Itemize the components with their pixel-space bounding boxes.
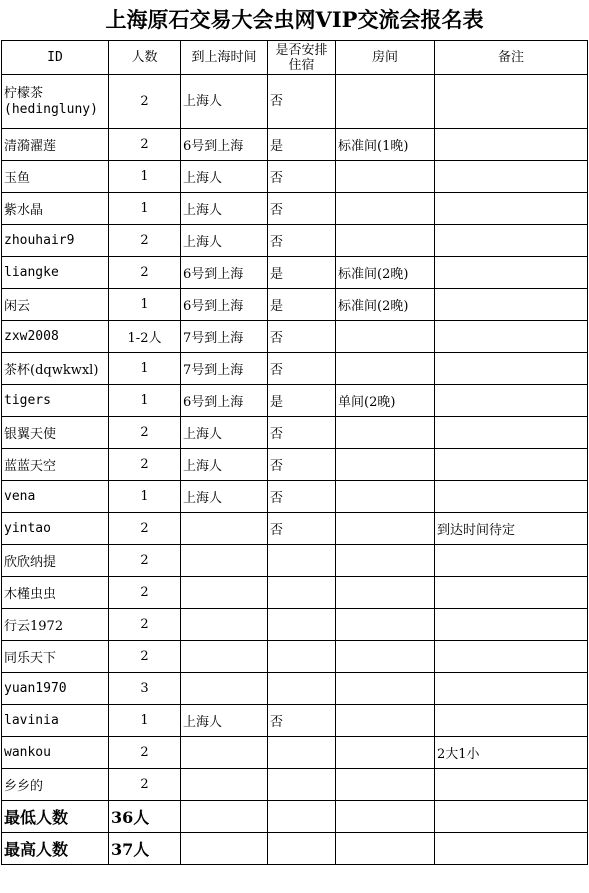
cell-count: 1 — [109, 481, 181, 513]
cell-notes — [435, 257, 588, 289]
cell-id: 乡乡的 — [2, 769, 109, 801]
cell-room — [336, 545, 435, 577]
cell-count: 1-2人 — [109, 321, 181, 353]
cell-count: 1 — [109, 353, 181, 385]
cell-notes — [435, 129, 588, 161]
cell-room — [336, 193, 435, 225]
cell-arrival: 上海人 — [181, 75, 268, 129]
cell-count: 2 — [109, 769, 181, 801]
cell-id: tigers — [2, 385, 109, 417]
cell-count: 2 — [109, 417, 181, 449]
header-notes: 备注 — [435, 41, 588, 75]
cell-arrival: 上海人 — [181, 161, 268, 193]
summary-row-max — [2, 833, 588, 865]
empty-cell — [336, 801, 435, 833]
cell-count: 1 — [109, 385, 181, 417]
cell-room — [336, 75, 435, 129]
cell-lodging — [268, 673, 336, 705]
cell-id: 闲云 — [2, 289, 109, 321]
cell-lodging: 否 — [268, 225, 336, 257]
cell-notes — [435, 321, 588, 353]
cell-notes — [435, 417, 588, 449]
cell-arrival: 6号到上海 — [181, 385, 268, 417]
cell-id: 银翼天使 — [2, 417, 109, 449]
cell-arrival: 上海人 — [181, 449, 268, 481]
table-row — [2, 417, 588, 449]
cell-arrival — [181, 609, 268, 641]
cell-lodging: 否 — [268, 481, 336, 513]
cell-lodging — [268, 769, 336, 801]
cell-lodging: 否 — [268, 193, 336, 225]
cell-notes — [435, 353, 588, 385]
id-line-2: (hedingluny) — [4, 101, 98, 117]
table-row — [2, 513, 588, 545]
cell-id: 木槿虫虫 — [2, 577, 109, 609]
cell-lodging — [268, 737, 336, 769]
table-row — [2, 641, 588, 673]
cell-arrival: 上海人 — [181, 193, 268, 225]
table-row — [2, 129, 588, 161]
cell-count: 2 — [109, 449, 181, 481]
summary-label: 最高人数 — [2, 833, 109, 865]
cell-id: lavinia — [2, 705, 109, 737]
cell-notes — [435, 161, 588, 193]
cell-id: liangke — [2, 257, 109, 289]
cell-arrival — [181, 577, 268, 609]
table-row — [2, 321, 588, 353]
table-row — [2, 705, 588, 737]
cell-room: 单间(2晚) — [336, 385, 435, 417]
cell-arrival — [181, 513, 268, 545]
table-row — [2, 75, 588, 129]
cell-notes — [435, 609, 588, 641]
cell-notes — [435, 641, 588, 673]
cell-lodging: 是 — [268, 129, 336, 161]
cell-count: 2 — [109, 609, 181, 641]
cell-room — [336, 321, 435, 353]
cell-room — [336, 481, 435, 513]
summary-row-min — [2, 801, 588, 833]
cell-arrival — [181, 673, 268, 705]
cell-id: 同乐天下 — [2, 641, 109, 673]
cell-room — [336, 609, 435, 641]
cell-lodging: 否 — [268, 513, 336, 545]
cell-count: 1 — [109, 705, 181, 737]
header-row — [2, 41, 588, 75]
table-row — [2, 193, 588, 225]
cell-arrival: 上海人 — [181, 705, 268, 737]
header-lodging: 是否安排住宿 — [268, 41, 336, 75]
cell-lodging: 否 — [268, 161, 336, 193]
cell-room — [336, 513, 435, 545]
cell-lodging — [268, 641, 336, 673]
cell-notes — [435, 75, 588, 129]
header-count: 人数 — [109, 41, 181, 75]
cell-notes — [435, 193, 588, 225]
table-row — [2, 257, 588, 289]
empty-cell — [268, 801, 336, 833]
cell-arrival — [181, 769, 268, 801]
table-row — [2, 673, 588, 705]
cell-notes — [435, 225, 588, 257]
table-row — [2, 769, 588, 801]
cell-count: 2 — [109, 737, 181, 769]
cell-id: wankou — [2, 737, 109, 769]
cell-id: 玉鱼 — [2, 161, 109, 193]
id-line-1: 柠檬茶 — [4, 85, 44, 101]
cell-count: 1 — [109, 193, 181, 225]
table-row — [2, 737, 588, 769]
cell-arrival — [181, 641, 268, 673]
cell-lodging — [268, 545, 336, 577]
header-id: ID — [2, 41, 109, 75]
cell-notes — [435, 481, 588, 513]
cell-count: 1 — [109, 161, 181, 193]
cell-id: yuan1970 — [2, 673, 109, 705]
cell-room — [336, 225, 435, 257]
empty-cell — [181, 833, 268, 865]
empty-cell — [268, 833, 336, 865]
table-row — [2, 385, 588, 417]
table-row — [2, 225, 588, 257]
cell-notes — [435, 705, 588, 737]
cell-id: zxw2008 — [2, 321, 109, 353]
cell-count: 2 — [109, 545, 181, 577]
cell-notes — [435, 673, 588, 705]
cell-notes — [435, 577, 588, 609]
table-row — [2, 353, 588, 385]
cell-room: 标准间(1晚) — [336, 129, 435, 161]
cell-notes: 到达时间待定 — [435, 513, 588, 545]
cell-room — [336, 641, 435, 673]
table-row — [2, 481, 588, 513]
cell-room — [336, 673, 435, 705]
cell-id: 茶杯(dqwkwxl) — [2, 353, 109, 385]
cell-notes — [435, 289, 588, 321]
summary-label: 最低人数 — [2, 801, 109, 833]
summary-value: 36人 — [109, 801, 181, 833]
cell-id — [2, 75, 109, 129]
cell-notes — [435, 385, 588, 417]
table-row — [2, 545, 588, 577]
table-row — [2, 577, 588, 609]
empty-cell — [435, 801, 588, 833]
cell-room — [336, 737, 435, 769]
cell-room — [336, 705, 435, 737]
cell-room — [336, 769, 435, 801]
form-title: 上海原石交易大会虫网VIP交流会报名表 — [105, 7, 484, 32]
cell-room: 标准间(2晚) — [336, 257, 435, 289]
cell-notes — [435, 449, 588, 481]
empty-cell — [336, 833, 435, 865]
cell-arrival: 7号到上海 — [181, 321, 268, 353]
cell-lodging: 否 — [268, 75, 336, 129]
cell-count: 1 — [109, 289, 181, 321]
cell-id: 蓝蓝天空 — [2, 449, 109, 481]
cell-count: 3 — [109, 673, 181, 705]
cell-arrival: 6号到上海 — [181, 289, 268, 321]
cell-room — [336, 449, 435, 481]
cell-lodging: 否 — [268, 705, 336, 737]
cell-lodging: 否 — [268, 417, 336, 449]
cell-arrival: 7号到上海 — [181, 353, 268, 385]
cell-id: 清漪濯莲 — [2, 129, 109, 161]
cell-id: 欣欣纳提 — [2, 545, 109, 577]
cell-arrival: 上海人 — [181, 417, 268, 449]
cell-lodging: 是 — [268, 257, 336, 289]
table-row — [2, 289, 588, 321]
cell-count: 2 — [109, 641, 181, 673]
cell-arrival — [181, 545, 268, 577]
summary-value: 37人 — [109, 833, 181, 865]
cell-notes — [435, 545, 588, 577]
cell-id: vena — [2, 481, 109, 513]
header-room: 房间 — [336, 41, 435, 75]
cell-count: 2 — [109, 577, 181, 609]
cell-room — [336, 577, 435, 609]
header-arrival: 到上海时间 — [181, 41, 268, 75]
cell-arrival — [181, 737, 268, 769]
cell-count: 2 — [109, 257, 181, 289]
table-row — [2, 609, 588, 641]
cell-lodging: 是 — [268, 289, 336, 321]
cell-count: 2 — [109, 129, 181, 161]
empty-cell — [435, 833, 588, 865]
cell-notes: 2大1小 — [435, 737, 588, 769]
cell-count: 2 — [109, 225, 181, 257]
empty-cell — [181, 801, 268, 833]
cell-count: 2 — [109, 513, 181, 545]
cell-lodging: 否 — [268, 353, 336, 385]
cell-id: zhouhair9 — [2, 225, 109, 257]
cell-room — [336, 161, 435, 193]
cell-lodging — [268, 609, 336, 641]
cell-arrival: 6号到上海 — [181, 129, 268, 161]
cell-arrival: 6号到上海 — [181, 257, 268, 289]
table-row — [2, 449, 588, 481]
cell-room: 标准间(2晚) — [336, 289, 435, 321]
cell-arrival: 上海人 — [181, 481, 268, 513]
cell-room — [336, 417, 435, 449]
cell-count: 2 — [109, 75, 181, 129]
cell-notes — [435, 769, 588, 801]
table-row — [2, 161, 588, 193]
cell-lodging: 是 — [268, 385, 336, 417]
cell-arrival: 上海人 — [181, 225, 268, 257]
cell-room — [336, 353, 435, 385]
cell-id: yintao — [2, 513, 109, 545]
cell-id: 紫水晶 — [2, 193, 109, 225]
cell-id: 行云1972 — [2, 609, 109, 641]
registration-table — [1, 40, 588, 865]
cell-lodging: 否 — [268, 321, 336, 353]
cell-lodging: 否 — [268, 449, 336, 481]
cell-lodging — [268, 577, 336, 609]
